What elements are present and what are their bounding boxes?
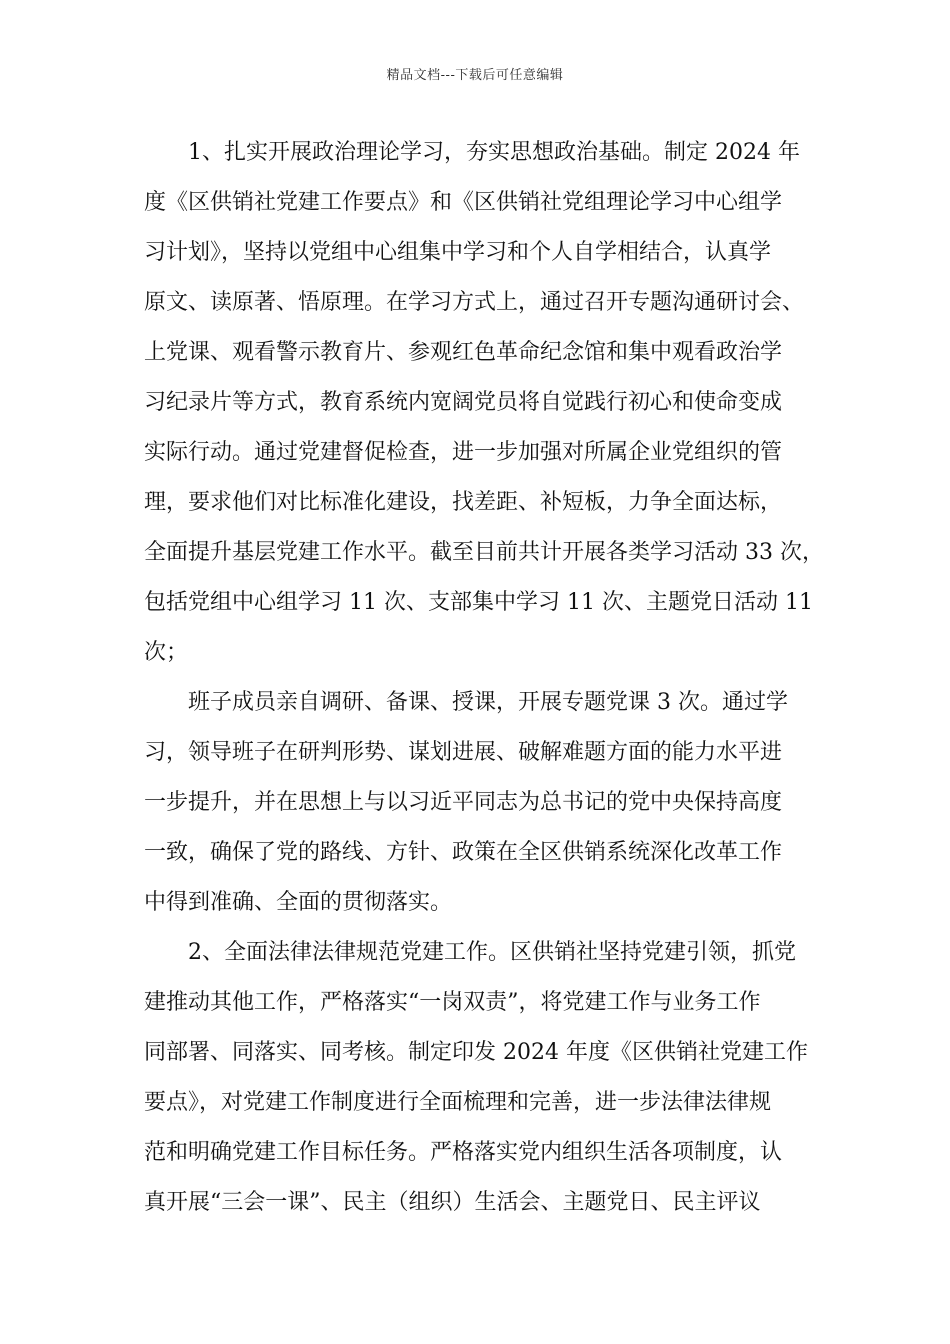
page-header: 精品文档---下载后可任意编辑 — [386, 68, 564, 83]
text-line: 班子成员亲自调研、备课、授课，开展专题党课 3 次。通过学 — [188, 690, 788, 715]
text-line: 原文、读原著、悟原理。在学习方式上，通过召开专题沟通研讨会、 — [144, 290, 805, 315]
text-line: 范和明确党建工作目标任务。严格落实党内组织生活各项制度，认 — [144, 1140, 783, 1165]
text-line: 要点》，对党建工作制度进行全面梳理和完善，进一步法律法律规 — [144, 1090, 772, 1115]
text-line: 实际行动。通过党建督促检查，进一步加强对所属企业党组织的管 — [144, 440, 783, 465]
text-line: 建推动其他工作，严格落实“一岗双责”，将党建工作与业务工作 — [144, 990, 761, 1015]
text-line: 习，领导班子在研判形势、谋划进展、破解难题方面的能力水平进 — [144, 740, 783, 765]
paragraph-3 — [144, 933, 824, 1233]
text-line: 一步提升，并在思想上与以习近平同志为总书记的党中央保持高度 — [144, 790, 783, 815]
text-line: 一致，确保了党的路线、方针、政策在全区供销系统深化改革工作 — [144, 840, 783, 865]
text-line: 包括党组中心组学习 11 次、支部集中学习 11 次、主题党日活动 11 — [144, 590, 813, 615]
text-line: 1、扎实开展政治理论学习，夯实思想政治基础。制定 2024 年 — [188, 140, 800, 165]
text-line: 真开展“三会一课”、民主（组织）生活会、主题党日、民主评议 — [144, 1190, 761, 1215]
text-line: 理，要求他们对比标准化建设，找差距、补短板，力争全面达标， — [144, 490, 783, 515]
paragraph-1 — [144, 133, 824, 683]
text-line: 全面提升基层党建工作水平。截至目前共计开展各类学习活动 33 次， — [144, 540, 824, 565]
text-line: 习计划》，坚持以党组中心组集中学习和个人自学相结合，认真学 — [144, 240, 772, 265]
text-line: 中得到准确、全面的贯彻落实。 — [144, 890, 453, 915]
text-line: 次； — [144, 640, 189, 665]
text-line: 同部署、同落实、同考核。制定印发 2024 年度《区供销社党建工作 — [144, 1040, 808, 1065]
text-line: 习纪录片等方式，教育系统内宽阔党员将自觉践行初心和使命变成 — [144, 390, 783, 415]
text-line: 2、全面法律法律规范党建工作。区供销社坚持党建引领，抓党 — [188, 940, 796, 965]
paragraph-2 — [144, 683, 824, 933]
document-body — [144, 133, 824, 1233]
text-line: 度《区供销社党建工作要点》和《区供销社党组理论学习中心组学 — [144, 190, 783, 215]
text-line: 上党课、观看警示教育片、参观红色革命纪念馆和集中观看政治学 — [144, 340, 783, 365]
